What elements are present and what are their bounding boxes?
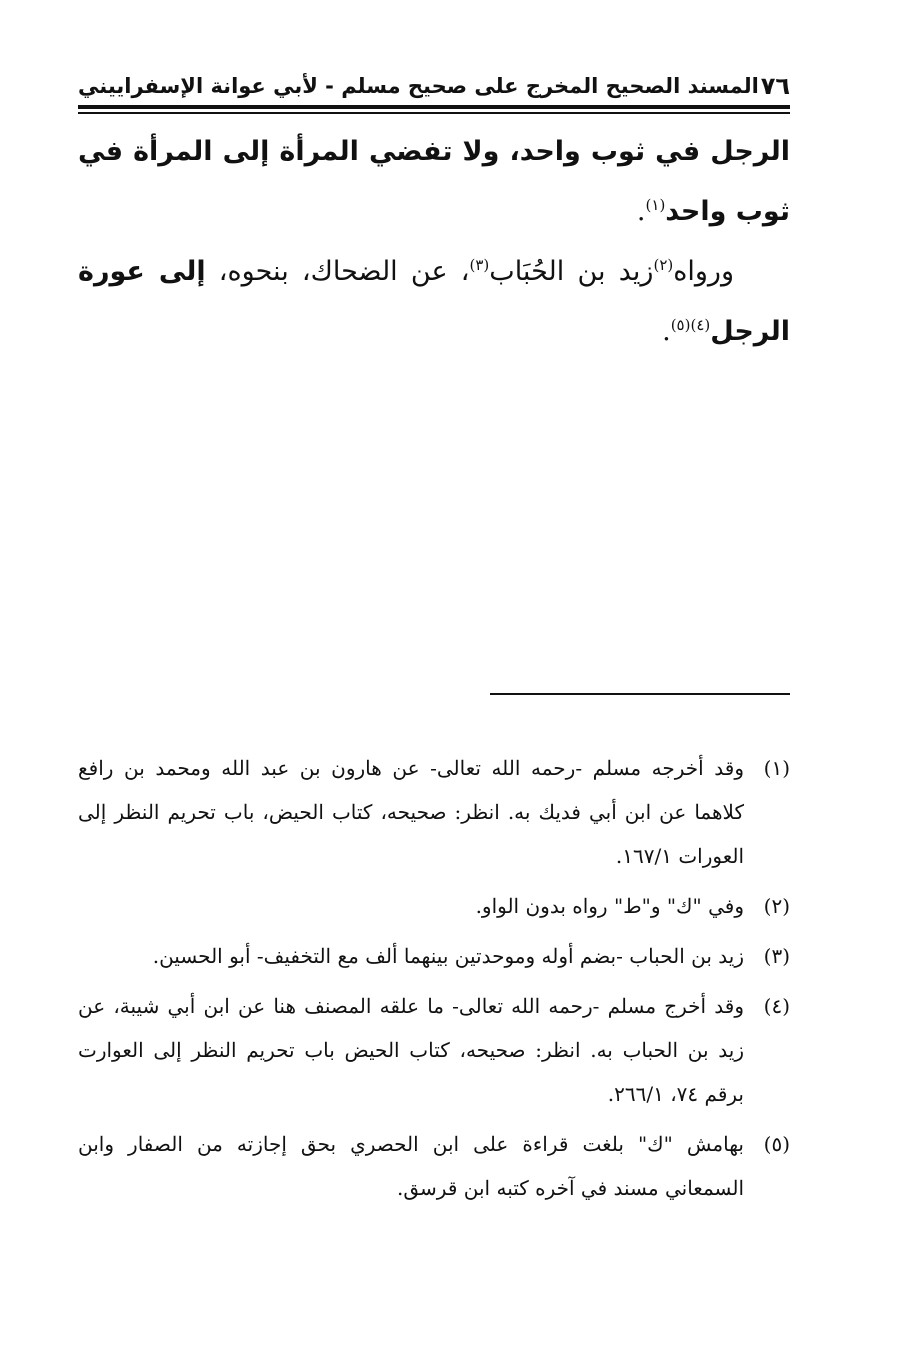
footnote [78,934,790,978]
paragraph-1 [78,122,790,242]
page-number: ٧٦ [760,72,790,100]
p2-text-a: ورواه [673,256,734,287]
footnote-number: (٥) [763,1132,790,1156]
footnote [78,984,790,1116]
footnote [78,884,790,928]
footnotes [78,746,790,1216]
footnote-number: (٢) [763,894,790,918]
paragraph-2 [78,242,790,362]
footnote-number: (٣) [763,944,790,968]
footnote-separator [490,693,790,695]
footnote-number: (٤) [763,994,790,1018]
footnote [78,1122,790,1210]
header-rule-thick [78,105,790,109]
p2-text-c: ، عن الضحاك، بنحوه، [205,256,470,287]
footnote-ref-2: (٢) [653,256,674,274]
footnote-text: زيد بن الحباب -بضم أوله وموحدتين بينهما ألف مع التخفيف- أبو الحسين. [152,944,744,968]
footnote-text: بهامش "ك" بلغت قراءة على ابن الحصري بحق إجازته من الصفار وابن السمعاني مسند في آخره كتبه ابن قرسق. [78,1132,744,1200]
running-title: المسند الصحيح المخرج على صحيح مسلم - لأبي عوانة الإسفراييني [78,74,759,98]
footnote [78,746,790,878]
footnote-ref-3: (٣) [469,256,490,274]
p2-end: . [662,316,671,347]
footnote-number: (١) [763,756,790,780]
p1-end: . [636,196,646,227]
footnote-text: وقد أخرج مسلم -رحمه الله تعالى- ما علقه المصنف هنا عن ابن أبي شيبة، عن زيد بن الحباب به. انظر: صحيحه، كتاب الحيض باب تحريم النظر إلى العوارت برقم ٧٤، ٢٦٦/١. [78,994,744,1106]
footnote-ref-4-5: (٤)(٥) [670,316,711,334]
header-rule-thin [78,112,790,114]
footnote-ref-1: (١) [645,196,666,214]
p1-bold-text: الرجل في ثوب واحد، ولا تفضي المرأة إلى المرأة في ثوب واحد [78,136,790,227]
main-text [78,122,790,362]
p2-text-b: زيد بن الحُبَاب [489,256,654,287]
footnote-text: وفي "ك" و"ط" رواه بدون الواو. [475,894,744,918]
page-header [78,66,790,106]
footnote-text: وقد أخرجه مسلم -رحمه الله تعالى- عن هارون بن عبد الله ومحمد بن رافع كلاهما عن ابن أبي فديك به. انظر: صحيحه، كتاب الحيض، باب تحريم النظر إلى العورات ١٦٧/١. [78,756,744,868]
p2-bold-text: إلى عورة الرجل [78,256,790,347]
